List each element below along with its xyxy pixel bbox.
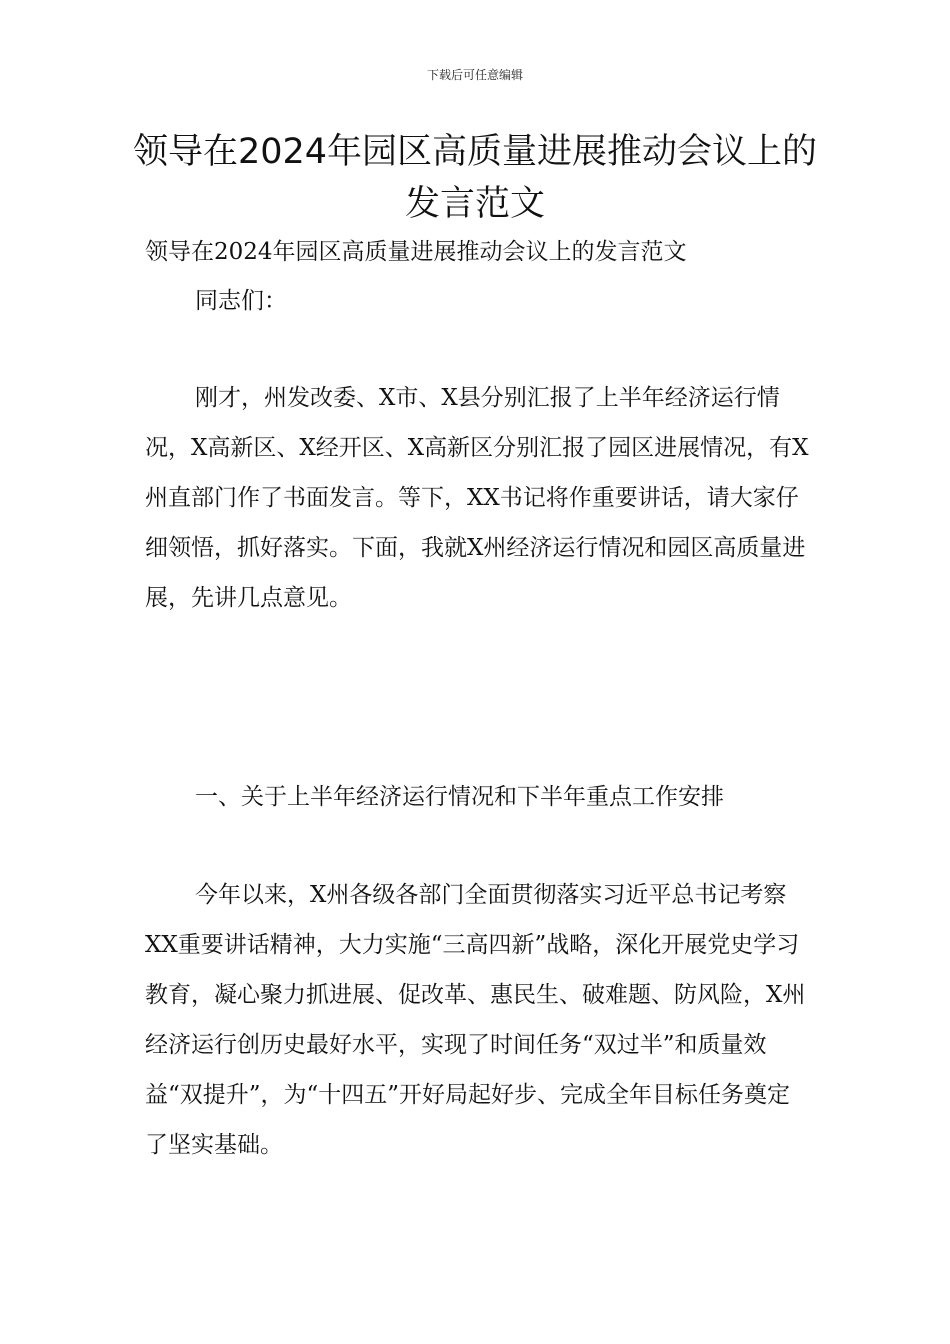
header-note: 下载后可任意编辑 [426, 68, 523, 82]
greeting: 同志们： [195, 288, 287, 314]
paragraph-2: 今年以来，X州各级各部门全面贯彻落实习近平总书记考察XX重要讲话精神，大力实施“三高四新”战略，深化开展党史学习教育，凝心聚力抓进展、促改革、惠民生、破难题、防风险，X州经济运行创历史最好水平，实现了时间任务“双过半”和质量效益“双提升”，为“十四五”开好局起好步、完成全年目标任务奠定了坚实基础。 [145, 882, 806, 1158]
document-title: 领导在2024年园区高质量进展推动会议上的发言范文 [132, 132, 818, 224]
paragraph-1: 刚才，州发改委、X市、X县分别汇报了上半年经济运行情况，X高新区、X经开区、X高新区分别汇报了园区进展情况，有X州直部门作了书面发言。等下，XX书记将作重要讲话，请大家仔细领悟，抓好落实。下面，我就X州经济运行情况和园区高质量进展，先讲几点意见。 [145, 385, 809, 611]
section-heading-1: 一、关于上半年经济运行情况和下半年重点工作安排 [195, 784, 724, 810]
document-subtitle: 领导在2024年园区高质量进展推动会议上的发言范文 [145, 239, 687, 265]
